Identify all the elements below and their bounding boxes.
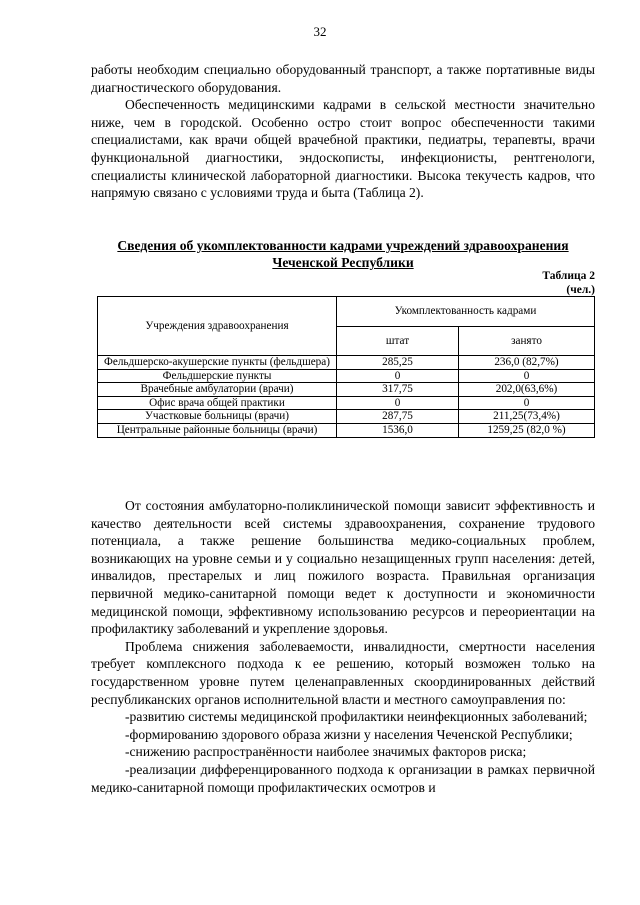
header-staffing: Укомплектованность кадрами (337, 297, 595, 327)
row-filled: 236,0 (82,7%) (459, 356, 595, 370)
section-heading: Сведения об укомплектованности кадрами учреждений здравоохранения Чеченской Республики (117, 238, 569, 270)
list-item: -реализации дифференцированного подхода к организации в рамках первичной медико-санитарной помощи профилактических осмотров и (91, 761, 595, 795)
body-paragraph-2: Проблема снижения заболеваемости, инвалидности, смертности населения требует комплексного подхода к ее решению, который возможен только на государственном уровне путем целенаправленных скоординированных действий республиканских органов исполнительной власти и местного самоуправления по: (91, 638, 595, 707)
row-staff: 0 (337, 369, 459, 383)
row-filled: 0 (459, 396, 595, 410)
table-row (98, 396, 595, 410)
table-caption (542, 270, 595, 297)
row-institution: Участковые больницы (врачи) (98, 410, 337, 424)
page-number: 32 (313, 24, 327, 39)
table-row (98, 423, 595, 437)
table-row (98, 356, 595, 370)
intro-text (91, 61, 595, 202)
row-filled: 0 (459, 369, 595, 383)
row-institution: Офис врача общей практики (98, 396, 337, 410)
table-number: Таблица 2 (542, 270, 595, 282)
row-institution: Врачебные амбулатории (врачи) (98, 383, 337, 397)
intro-paragraph-1: работы необходим специально оборудованный транспорт, а также портативные виды диагностического оборудования. (91, 62, 595, 95)
row-staff: 287,75 (337, 410, 459, 424)
row-institution: Фельдшерско-акушерские пункты (фельдшера) (98, 356, 337, 370)
list-item: -развитию системы медицинской профилактики неинфекционных заболеваний; (125, 709, 588, 725)
row-institution: Центральные районные больницы (врачи) (98, 423, 337, 437)
table-row (98, 369, 595, 383)
staffing-table (97, 296, 595, 438)
row-institution: Фельдшерские пункты (98, 369, 337, 383)
header-filled: занято (459, 327, 595, 356)
list-item: -формированию здорового образа жизни у населения Чеченской Республики; (125, 726, 573, 742)
header-institution: Учреждения здравоохранения (98, 297, 337, 356)
row-staff: 1536,0 (337, 423, 459, 437)
intro-paragraph-2: Обеспеченность медицинскими кадрами в сельской местности значительно ниже, чем в городской. Особенно остро стоит вопрос обеспеченности такими специалистами, как врачи общей врачебной практики, педиатры, терапевты, врачи функциональной диагностики, эндоскописты, инфекционисты, рентгенологи, специалисты клинической лабораторной диагностики. Высока текучесть кадров, что напрямую связано с условиями труда и быта (Таблица 2). (91, 97, 595, 201)
row-filled: 211,25(73,4%) (459, 410, 595, 424)
table-row (98, 383, 595, 397)
list-item: -снижению распространённости наиболее значимых факторов риска; (125, 744, 527, 760)
row-staff: 0 (337, 396, 459, 410)
header-staff: штат (337, 327, 459, 356)
table-header-row (98, 297, 595, 327)
row-staff: 317,75 (337, 383, 459, 397)
body-paragraph-1: От состояния амбулаторно-поликлинической помощи зависит эффективность и качество деятельности всей системы здравоохранения, сохранение трудового потенциала, а также решение большинства медико-социальных проблем, возникающих на уровне семьи и у социально незащищенных групп населения: детей, инвалидов, престарелых и лиц пожилого возраста. Правильная организация первичной медико-санитарной помощи ведет к доступности и экономичности медицинской помощи, эффективному использованию ресурсов и переориентации на профилактику заболеваний и укрепление здоровья. (91, 498, 595, 637)
row-filled: 1259,25 (82,0 %) (459, 423, 595, 437)
table-row (98, 410, 595, 424)
table-unit: (чел.) (566, 283, 595, 296)
row-staff: 285,25 (337, 356, 459, 370)
body-text (91, 497, 595, 796)
row-filled: 202,0(63,6%) (459, 383, 595, 397)
